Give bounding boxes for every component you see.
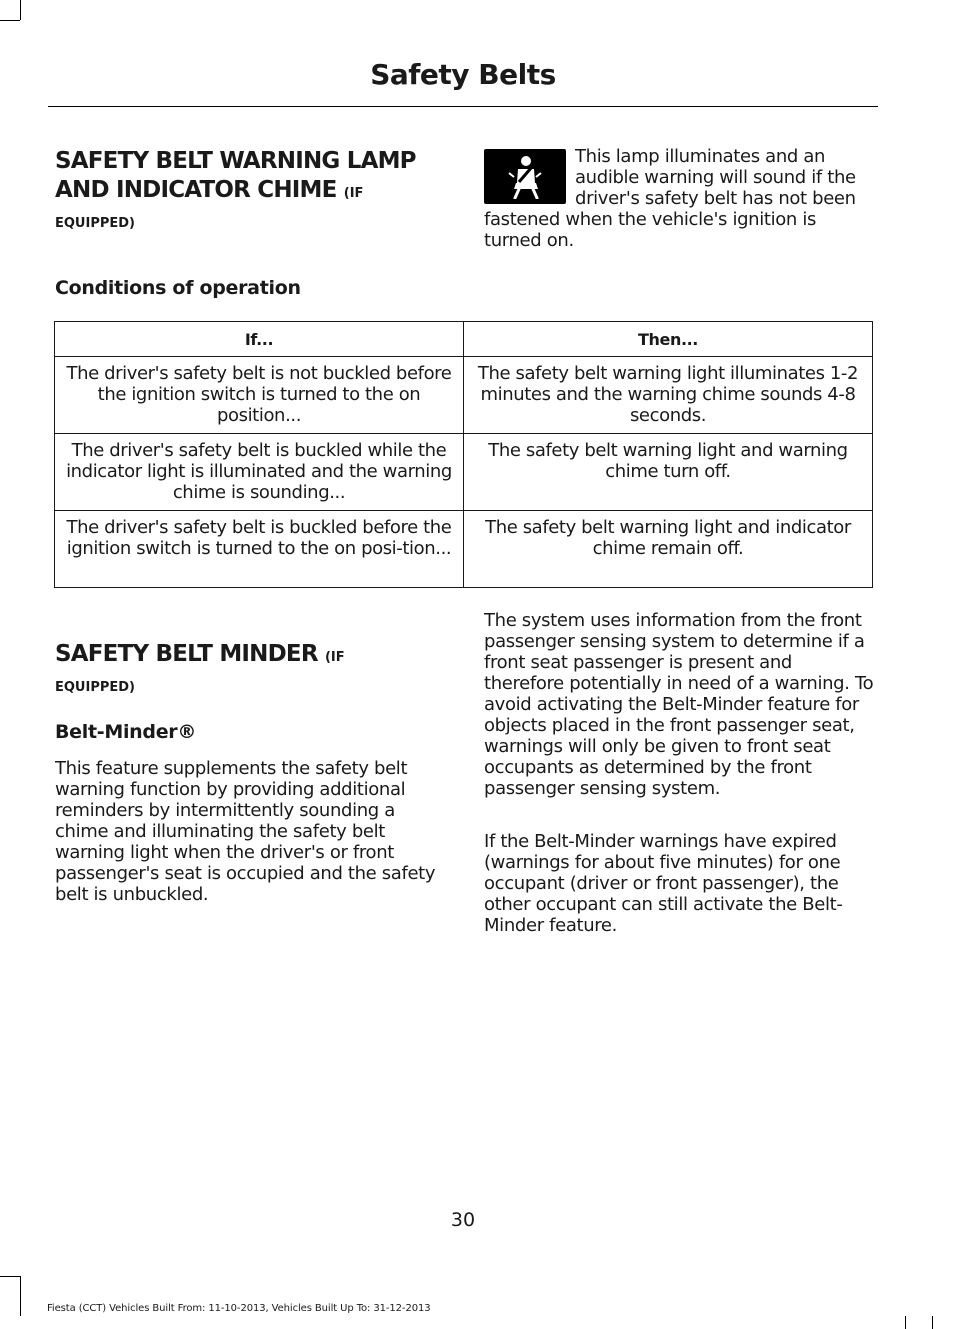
belt-minder-paragraph: This feature supplements the safety belt warning function by providing additional reminders by intermittently sounding a chime and illuminating the safety belt warning light when the driver's or front passenger's seat is occupied and the safety belt is unbuckled. — [55, 758, 436, 905]
section-heading-warning-lamp — [55, 147, 455, 208]
crop-mark-bottom-right-vertical-2 — [932, 1316, 933, 1329]
table-cell-then: The safety belt warning light and warning chime turn off. — [464, 434, 873, 511]
crop-mark-top-left-vertical — [20, 0, 21, 20]
table-cell-then: The safety belt warning light and indicator chime remain off. — [464, 511, 873, 588]
table-cell-if: The driver's safety belt is not buckled before the ignition switch is turned to the on position... — [55, 357, 464, 434]
lamp-description — [484, 146, 876, 251]
crop-mark-top-left-horizontal — [0, 20, 20, 21]
page-number: 30 — [450, 1209, 476, 1231]
heading-tail: EQUIPPED) — [55, 216, 135, 231]
conditions-table — [54, 321, 873, 588]
heading-suffix: (IF — [343, 186, 364, 201]
heading-text: SAFETY BELT WARNING LAMP AND INDICATOR CHIME — [55, 148, 416, 203]
table-header-row — [55, 322, 873, 357]
seatbelt-warning-icon — [484, 149, 566, 204]
conditions-subheading: Conditions of operation — [55, 277, 301, 299]
section-heading-belt-minder — [55, 640, 455, 672]
system-info-paragraph: The system uses information from the front passenger sensing system to determine if a front seat passenger is present and therefore potentially in need of a warning. To avoid activating the Belt-Minder feature for objects placed in the front passenger seat, warnings will only be given to front seat occupants as determined by the front passenger sensing system. — [484, 610, 874, 799]
belt-minder-subheading: Belt-Minder® — [55, 721, 197, 743]
title-divider — [48, 106, 878, 107]
table-header-then: Then... — [464, 322, 873, 357]
crop-mark-bottom-left-horizontal — [0, 1276, 20, 1277]
table-row — [55, 434, 873, 511]
page-title: Safety Belts — [370, 58, 556, 91]
table-cell-if: The driver's safety belt is buckled while the indicator light is illuminated and the warning chime is sounding... — [55, 434, 464, 511]
crop-mark-bottom-left-vertical — [20, 1276, 21, 1316]
crop-mark-bottom-right-vertical-1 — [905, 1316, 906, 1329]
heading-text: SAFETY BELT MINDER — [55, 641, 318, 667]
heading-suffix: (IF — [324, 650, 345, 665]
table-row — [55, 511, 873, 588]
heading-tail: EQUIPPED) — [55, 680, 135, 695]
table-cell-if: The driver's safety belt is buckled before the ignition switch is turned to the on posi-tion... — [55, 511, 464, 588]
footer-text: Fiesta (CCT) Vehicles Built From: 11-10-2013, Vehicles Built Up To: 31-12-2013 — [47, 1303, 431, 1314]
lamp-text: This lamp illuminates and an audible warning will sound if the driver's safety belt has not been fastened when the vehicle's ignition is turned on. — [484, 146, 856, 251]
warnings-expired-paragraph: If the Belt-Minder warnings have expired (warnings for about five minutes) for one occupant (driver or front passenger), the other occupant can still activate the Belt-Minder feature. — [484, 831, 843, 936]
table-header-if: If... — [55, 322, 464, 357]
table-cell-then: The safety belt warning light illuminates 1-2 minutes and the warning chime sounds 4-8 seconds. — [464, 357, 873, 434]
table-row — [55, 357, 873, 434]
